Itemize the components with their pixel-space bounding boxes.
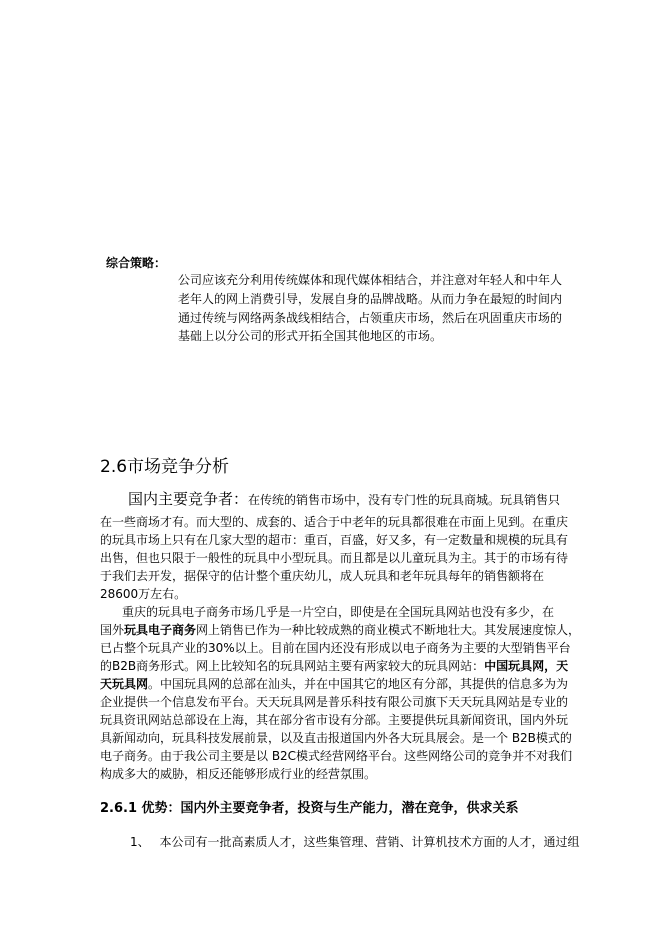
paragraph-line: 企业提供一个信息发布平台。天天玩具网是普乐科技有限公司旗下天天玩具网站是专业的 <box>100 695 569 709</box>
paragraph-line: 在一些商场才有。而大型的、成套的、适合于中老年的玩具都很难在市面上见到。在重庆 <box>100 515 569 529</box>
text-span: 国外 <box>100 623 125 637</box>
bold-term: 中国玩具网，天 <box>484 659 569 673</box>
paragraph-line <box>100 621 580 639</box>
paragraph-line: 重庆的玩具电子商务市场几乎是一片空白，即使是在全国玩具网站也没有多少，在 <box>122 605 555 619</box>
paragraph-line <box>100 657 568 675</box>
strategy-line: 通过传统与网络两条战线相结合，占领重庆市场，然后在巩固重庆市场的 <box>178 311 563 325</box>
competitor-title: 国内主要竞争者： <box>128 490 249 508</box>
paragraph-line: 已占整个玩具产业的30%以上。目前在国内还没有形成以电子商务为主要的大型销售平台 <box>100 641 571 655</box>
paragraph-line: 玩具资讯网站总部设在上海，其在部分省市设有分部。主要提供玩具新闻资讯，国内外玩 <box>100 713 569 727</box>
text-span: 的B2B商务形式。网上比较知名的玩具网站主要有两家较大的玩具网站： <box>100 659 485 673</box>
paragraph-line: 的玩具市场上只有在几家大型的超市：重百，百盛，好又多，有一定数量和规模的玩具有 <box>100 533 569 547</box>
text-span: 网上销售已作为一种比较成熟的商业模式不断地壮大。其发展速度惊人， <box>196 623 581 637</box>
bold-term: 玩具电子商务 <box>124 623 197 637</box>
strategy-line: 基础上以分公司的形式开拓全国其他地区的市场。 <box>178 329 443 343</box>
section-heading: 2.6市场竞争分析 <box>100 457 230 477</box>
paragraph-line: 构成多大的威胁，相反还能够形成行业的经营氛围。 <box>100 767 377 781</box>
paragraph-line: 于我们去开发，据保守的估计整个重庆幼儿，成人玩具和老年玩具每年的销售额将在 <box>100 569 545 583</box>
bold-term: 天玩具网 <box>100 677 149 691</box>
strategy-label: 综合策略： <box>106 256 167 270</box>
competitor-intro-line <box>128 488 560 509</box>
paragraph-line: 电子商务。由于我公司主要是以 B2C模式经营网络平台。这些网络公司的竞争并不对我们 <box>100 749 573 763</box>
paragraph-line: 具新闻动向，玩具科技发展前景，以及直击报道国内外各大玩具展会。是一个 B2B模式的 <box>100 731 572 745</box>
competitor-intro: 在传统的销售市场中，没有专门性的玩具商城。玩具销售只 <box>248 493 561 507</box>
sub-heading: 2.6.1 优势：国内外主要竞争者，投资与生产能力，潜在竞争，供求关系 <box>100 801 519 816</box>
paragraph-line: 28600万左右。 <box>100 587 187 601</box>
strategy-line: 公司应该充分利用传统媒体和现代媒体相结合，并注意对年轻人和中年人 <box>178 273 563 287</box>
list-item-number: 1、 <box>130 835 150 849</box>
strategy-line: 老年人的网上消费引导，发展自身的品牌战略。从而力争在最短的时间内 <box>178 292 563 306</box>
list-item <box>130 833 579 850</box>
text-span: 。中国玩具网的总部在汕头，并在中国其它的地区有分部，其提供的信息多为为 <box>148 677 569 691</box>
paragraph-line: 出售，但也只限于一般性的玩具中小型玩具。而且都是以儿童玩具为主。其于的市场有待 <box>100 551 569 565</box>
list-item-text: 本公司有一批高素质人才，这些集管理、营销、计算机技术方面的人才，通过组 <box>159 835 580 849</box>
paragraph-line <box>100 675 568 693</box>
